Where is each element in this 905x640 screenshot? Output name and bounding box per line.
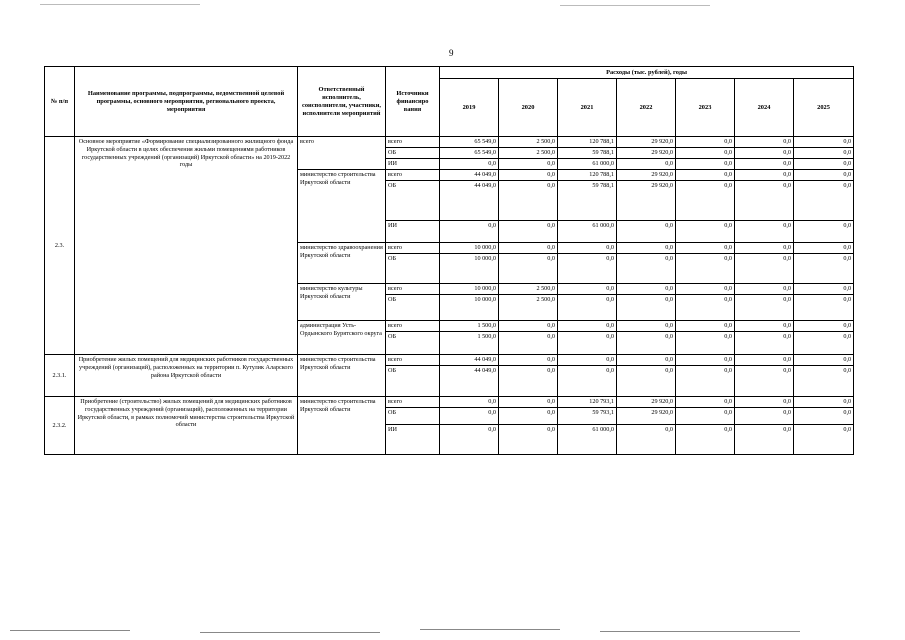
value-cell: 0,0 bbox=[735, 425, 794, 455]
value-cell: 0,0 bbox=[676, 159, 735, 170]
header-year: 2024 bbox=[735, 79, 794, 137]
header-year: 2022 bbox=[617, 79, 676, 137]
value-cell: 0,0 bbox=[499, 181, 558, 221]
value-cell: 1 500,0 bbox=[440, 321, 499, 332]
value-cell: 0,0 bbox=[794, 408, 854, 425]
value-cell: 0,0 bbox=[440, 425, 499, 455]
header-year: 2023 bbox=[676, 79, 735, 137]
value-cell: 0,0 bbox=[676, 221, 735, 243]
page-number: 9 bbox=[449, 48, 454, 58]
executor-admin-ust: администрация Усть-Ордынского Бурятского округа bbox=[298, 321, 386, 355]
value-cell: 0,0 bbox=[735, 397, 794, 408]
value-cell: 61 000,0 bbox=[558, 425, 617, 455]
value-cell: 0,0 bbox=[735, 159, 794, 170]
value-cell: 0,0 bbox=[794, 355, 854, 366]
value-cell: 44 049,0 bbox=[440, 181, 499, 221]
value-cell: 120 788,1 bbox=[558, 170, 617, 181]
source-cell: всего bbox=[386, 355, 440, 366]
value-cell: 0,0 bbox=[558, 355, 617, 366]
value-cell: 0,0 bbox=[558, 366, 617, 397]
value-cell: 0,0 bbox=[794, 137, 854, 148]
executor-min-build: министерство строительства Иркутской области bbox=[298, 170, 386, 243]
value-cell: 0,0 bbox=[499, 366, 558, 397]
value-cell: 0,0 bbox=[794, 221, 854, 243]
source-cell: всего bbox=[386, 397, 440, 408]
value-cell: 0,0 bbox=[735, 332, 794, 355]
value-cell: 2 500,0 bbox=[499, 295, 558, 321]
value-cell: 120 793,1 bbox=[558, 397, 617, 408]
value-cell: 0,0 bbox=[794, 397, 854, 408]
value-cell: 0,0 bbox=[617, 295, 676, 321]
value-cell: 0,0 bbox=[676, 254, 735, 284]
value-cell: 0,0 bbox=[794, 148, 854, 159]
value-cell: 0,0 bbox=[617, 254, 676, 284]
value-cell: 0,0 bbox=[676, 181, 735, 221]
value-cell: 0,0 bbox=[617, 332, 676, 355]
source-cell: ОБ bbox=[386, 295, 440, 321]
scan-artifact bbox=[200, 632, 380, 633]
source-cell: ИИ bbox=[386, 159, 440, 170]
executor-min-culture: министерство культуры Иркутской области bbox=[298, 284, 386, 321]
value-cell: 44 049,0 bbox=[440, 355, 499, 366]
value-cell: 0,0 bbox=[676, 408, 735, 425]
value-cell: 61 000,0 bbox=[558, 221, 617, 243]
header-source: Источники финансиро вания bbox=[386, 67, 440, 137]
source-cell: ОБ bbox=[386, 148, 440, 159]
value-cell: 0,0 bbox=[499, 397, 558, 408]
value-cell: 0,0 bbox=[676, 332, 735, 355]
row-number: 2.3. bbox=[45, 137, 75, 355]
value-cell: 0,0 bbox=[735, 284, 794, 295]
value-cell: 0,0 bbox=[676, 366, 735, 397]
value-cell: 0,0 bbox=[676, 243, 735, 254]
source-cell: ОБ bbox=[386, 254, 440, 284]
value-cell: 10 000,0 bbox=[440, 243, 499, 254]
value-cell: 29 920,0 bbox=[617, 148, 676, 159]
value-cell: 29 920,0 bbox=[617, 137, 676, 148]
scan-artifact bbox=[420, 629, 560, 630]
value-cell: 0,0 bbox=[499, 243, 558, 254]
source-cell: всего bbox=[386, 321, 440, 332]
value-cell: 0,0 bbox=[735, 321, 794, 332]
value-cell: 0,0 bbox=[794, 332, 854, 355]
value-cell: 65 549,0 bbox=[440, 148, 499, 159]
executor-all: всего bbox=[298, 137, 386, 170]
source-cell: всего bbox=[386, 170, 440, 181]
executor-min-build: министерство строительства Иркутской области bbox=[298, 397, 386, 455]
value-cell: 0,0 bbox=[794, 243, 854, 254]
value-cell: 0,0 bbox=[794, 425, 854, 455]
header-year: 2025 bbox=[794, 79, 854, 137]
scan-artifact bbox=[600, 631, 800, 632]
value-cell: 0,0 bbox=[676, 425, 735, 455]
row-name: Основное мероприятие «Формирование специализированного жилищного фонда Иркутской области в целях обеспечения жильми помещениями работников государственных учреждений (организаций) Иркутской области» на 2019-2022 годы bbox=[75, 137, 298, 355]
value-cell: 0,0 bbox=[676, 397, 735, 408]
value-cell: 2 500,0 bbox=[499, 137, 558, 148]
source-cell: всего bbox=[386, 243, 440, 254]
value-cell: 29 920,0 bbox=[617, 170, 676, 181]
value-cell: 0,0 bbox=[440, 397, 499, 408]
executor-min-build: министерство строительства Иркутской области bbox=[298, 355, 386, 397]
value-cell: 0,0 bbox=[558, 321, 617, 332]
source-cell: ОБ bbox=[386, 408, 440, 425]
value-cell: 10 000,0 bbox=[440, 295, 499, 321]
value-cell: 0,0 bbox=[617, 425, 676, 455]
value-cell: 0,0 bbox=[558, 332, 617, 355]
value-cell: 0,0 bbox=[499, 355, 558, 366]
value-cell: 0,0 bbox=[735, 221, 794, 243]
source-cell: ОБ bbox=[386, 332, 440, 355]
value-cell: 0,0 bbox=[794, 159, 854, 170]
value-cell: 0,0 bbox=[794, 170, 854, 181]
value-cell: 0,0 bbox=[499, 425, 558, 455]
value-cell: 0,0 bbox=[735, 295, 794, 321]
value-cell: 0,0 bbox=[794, 295, 854, 321]
value-cell: 0,0 bbox=[676, 295, 735, 321]
value-cell: 0,0 bbox=[794, 321, 854, 332]
value-cell: 44 049,0 bbox=[440, 366, 499, 397]
source-cell: всего bbox=[386, 137, 440, 148]
value-cell: 0,0 bbox=[558, 295, 617, 321]
source-cell: ОБ bbox=[386, 366, 440, 397]
value-cell: 59 788,1 bbox=[558, 181, 617, 221]
value-cell: 59 793,1 bbox=[558, 408, 617, 425]
header-expenses: Расходы (тыс. рублей), годы bbox=[440, 67, 854, 79]
value-cell: 0,0 bbox=[676, 355, 735, 366]
value-cell: 29 920,0 bbox=[617, 181, 676, 221]
value-cell: 0,0 bbox=[499, 159, 558, 170]
value-cell: 0,0 bbox=[617, 321, 676, 332]
row-number: 2.3.1. bbox=[45, 355, 75, 397]
value-cell: 0,0 bbox=[676, 321, 735, 332]
value-cell: 0,0 bbox=[617, 284, 676, 295]
value-cell: 120 788,1 bbox=[558, 137, 617, 148]
value-cell: 0,0 bbox=[735, 137, 794, 148]
value-cell: 1 500,0 bbox=[440, 332, 499, 355]
value-cell: 0,0 bbox=[617, 243, 676, 254]
scan-artifact bbox=[10, 630, 130, 631]
value-cell: 65 549,0 bbox=[440, 137, 499, 148]
value-cell: 0,0 bbox=[676, 148, 735, 159]
value-cell: 0,0 bbox=[735, 254, 794, 284]
value-cell: 10 000,0 bbox=[440, 284, 499, 295]
value-cell: 2 500,0 bbox=[499, 284, 558, 295]
row-number: 2.3.2. bbox=[45, 397, 75, 455]
source-cell: ОБ bbox=[386, 181, 440, 221]
value-cell: 29 920,0 bbox=[617, 408, 676, 425]
value-cell: 29 920,0 bbox=[617, 397, 676, 408]
value-cell: 0,0 bbox=[499, 332, 558, 355]
value-cell: 0,0 bbox=[499, 221, 558, 243]
row-name: Приобретение жилых помещений для медицинских работников государственных учреждений (организаций), расположенных на территории п. Кутулик Аларского района Иркутской области bbox=[75, 355, 298, 397]
value-cell: 0,0 bbox=[735, 366, 794, 397]
header-year: 2020 bbox=[499, 79, 558, 137]
value-cell: 0,0 bbox=[676, 284, 735, 295]
scan-artifact bbox=[560, 5, 710, 6]
value-cell: 0,0 bbox=[499, 408, 558, 425]
header-year: 2019 bbox=[440, 79, 499, 137]
value-cell: 0,0 bbox=[617, 366, 676, 397]
value-cell: 0,0 bbox=[558, 254, 617, 284]
value-cell: 0,0 bbox=[735, 355, 794, 366]
value-cell: 0,0 bbox=[794, 181, 854, 221]
value-cell: 0,0 bbox=[440, 408, 499, 425]
value-cell: 0,0 bbox=[499, 254, 558, 284]
header-name: Наименование программы, подпрограммы, ведомственной целевой программы, основного мероприятия, регионального проекта, мероприятия bbox=[75, 67, 298, 137]
value-cell: 59 788,1 bbox=[558, 148, 617, 159]
value-cell: 61 000,0 bbox=[558, 159, 617, 170]
header-executor: Ответственный исполнитель, соисполнители, участники, исполнители мероприятий bbox=[298, 67, 386, 137]
row-name: Приобретение (строительство) жилых помещений для медицинских работников государственных учреждений (организаций), расположенных на территории Иркутской области, в рамках полномочий министерства строительства Иркутской области bbox=[75, 397, 298, 455]
value-cell: 0,0 bbox=[440, 221, 499, 243]
value-cell: 0,0 bbox=[794, 366, 854, 397]
value-cell: 0,0 bbox=[676, 137, 735, 148]
value-cell: 0,0 bbox=[499, 170, 558, 181]
scan-artifact bbox=[40, 4, 200, 5]
value-cell: 0,0 bbox=[735, 148, 794, 159]
value-cell: 0,0 bbox=[558, 243, 617, 254]
value-cell: 0,0 bbox=[794, 254, 854, 284]
value-cell: 44 049,0 bbox=[440, 170, 499, 181]
value-cell: 0,0 bbox=[617, 159, 676, 170]
value-cell: 0,0 bbox=[735, 170, 794, 181]
expenses-table bbox=[44, 66, 854, 455]
value-cell: 0,0 bbox=[735, 181, 794, 221]
value-cell: 0,0 bbox=[676, 170, 735, 181]
source-cell: ИИ bbox=[386, 425, 440, 455]
value-cell: 0,0 bbox=[617, 355, 676, 366]
executor-min-health: министерство здравоохранения Иркутской области bbox=[298, 243, 386, 284]
value-cell: 0,0 bbox=[735, 408, 794, 425]
value-cell: 0,0 bbox=[499, 321, 558, 332]
value-cell: 2 500,0 bbox=[499, 148, 558, 159]
value-cell: 0,0 bbox=[440, 159, 499, 170]
header-no: № п/п bbox=[45, 67, 75, 137]
header-year: 2021 bbox=[558, 79, 617, 137]
value-cell: 0,0 bbox=[617, 221, 676, 243]
value-cell: 0,0 bbox=[735, 243, 794, 254]
value-cell: 0,0 bbox=[794, 284, 854, 295]
value-cell: 0,0 bbox=[558, 284, 617, 295]
value-cell: 10 000,0 bbox=[440, 254, 499, 284]
source-cell: ИИ bbox=[386, 221, 440, 243]
source-cell: всего bbox=[386, 284, 440, 295]
